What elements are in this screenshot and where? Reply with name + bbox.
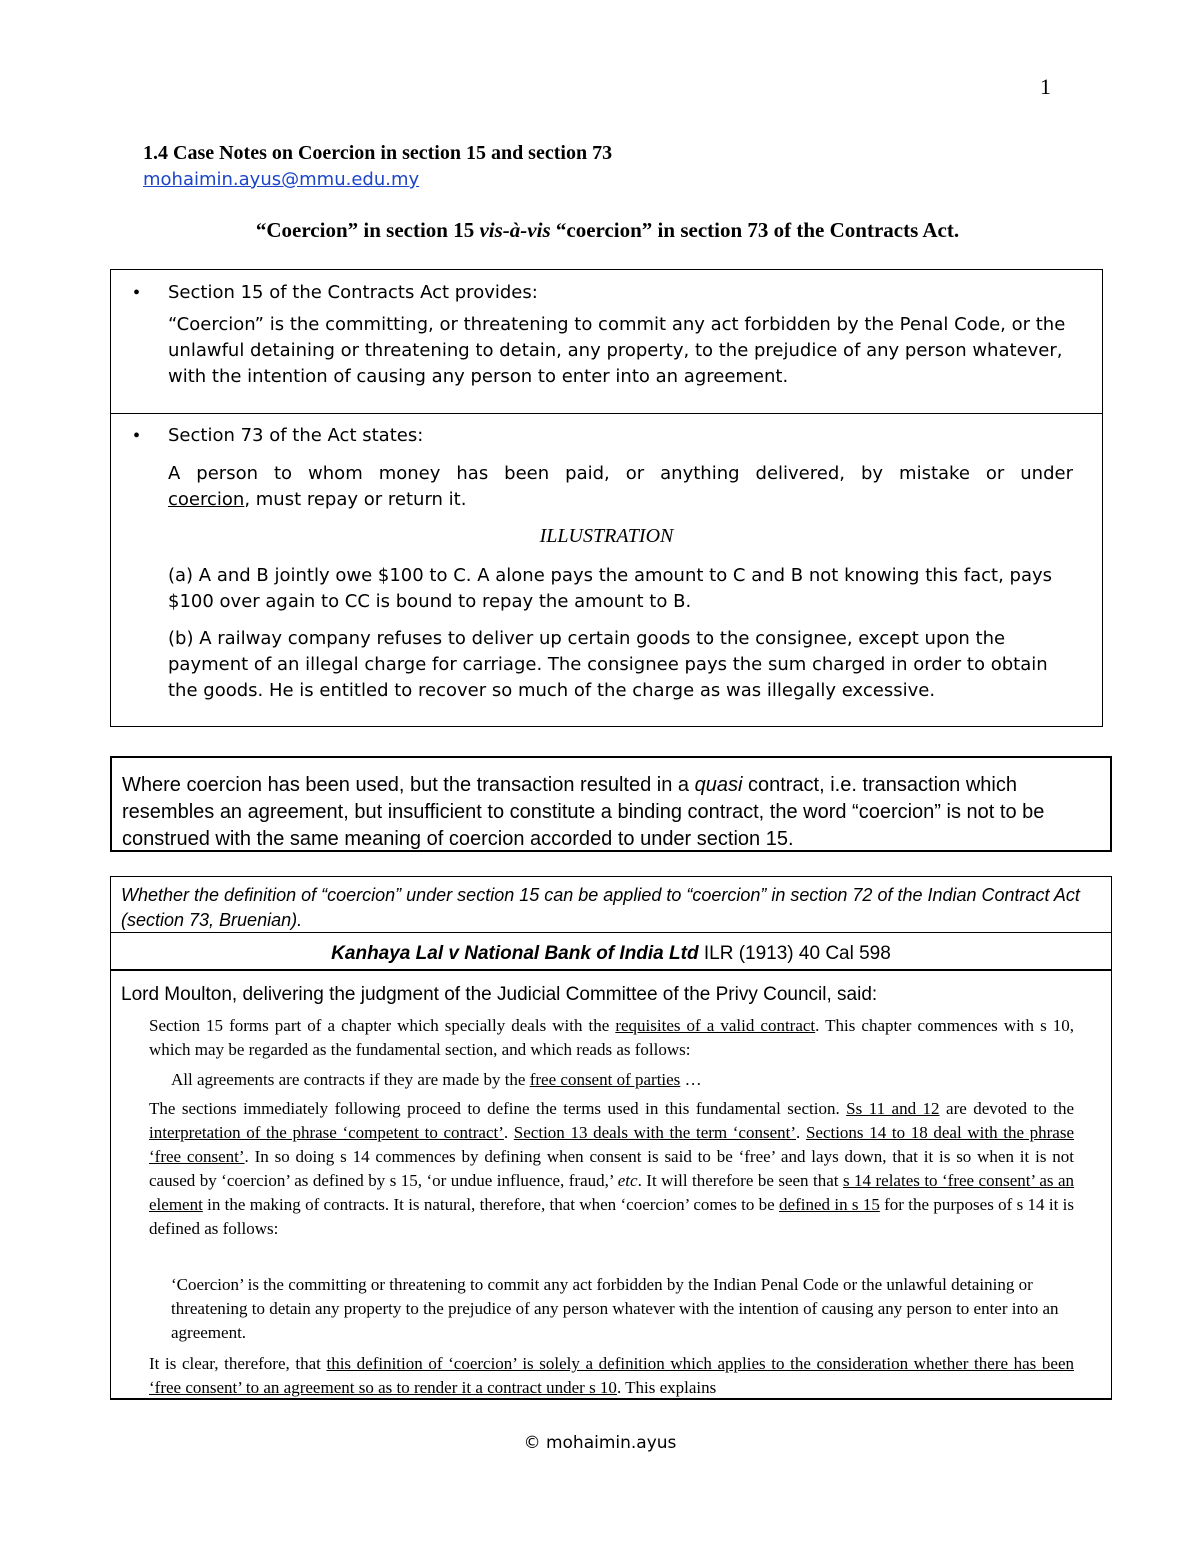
bullet-icon: • bbox=[133, 425, 141, 447]
illustration-b: (b) A railway company refuses to deliver up certain goods to the consignee, except upon the payment of an illegal charge for carriage. The consignee pays the sum charged in order to obtain the goods. He is entitled to recover so much of the charge as was illegally excessive. bbox=[168, 628, 1048, 701]
page-heading: 1.4 Case Notes on Coercion in section 15 and section 73 bbox=[143, 142, 613, 164]
author-email-link[interactable]: mohaimin.ayus@mmu.edu.my bbox=[143, 169, 420, 190]
bullet-icon: • bbox=[133, 282, 141, 304]
case-question: Whether the definition of “coercion” under section 15 can be applied to “coercion” in section 72 of the Indian Contract Act (section 73, Bruenian). bbox=[121, 885, 1080, 930]
section-15-quote: ‘Coercion’ is the committing or threatening to commit any act forbidden by the Indian Penal Code or the unlawful detaining or threatening to detain any property to the prejudice of any person whatever with the intention of causing any person to enter into an agreement. bbox=[171, 1275, 1059, 1342]
judgment-paragraph-2: The sections immediately following proceed to define the terms used in this fundamental section. Ss 11 and 12 are devoted to the interpretation of the phrase ‘competent to contract’. Section 13 deals with the term ‘consent’. Sections 14 to 18 deal with the phrase ‘free consent’. In so doing s 14 commences by defining when consent is said to be ‘free’ and lays down, that it is so when it is not caused by ‘coercion’ as defined by s 15, ‘or undue influence, fraud,’ etc. It will therefore be seen that s 14 relates to ‘free consent’ as an element in the making of contracts. It is natural, therefore, that when ‘coercion’ comes to be defined in s 15 for the purposes of s 14 it is defined as follows: bbox=[149, 1099, 1075, 1238]
illustration-a: (a) A and B jointly owe $100 to C. A alone pays the amount to C and B not knowing this fact, pays $100 over again to CC is bound to repay the amount to B. bbox=[168, 565, 1053, 612]
illustration-heading: ILLUSTRATION bbox=[539, 525, 674, 547]
section-73-line2: coercion, must repay or return it. bbox=[168, 489, 467, 510]
moulton-intro: Lord Moulton, delivering the judgment of the Judicial Committee of the Privy Council, said: bbox=[121, 984, 878, 1005]
section-15-text: “Coercion” is the committing, or threatening to commit any act forbidden by the Penal Code, or the unlawful detaining or threatening to detain, any property, to the prejudice of any person whatever, with the intention of causing any person to enter into an agreement. bbox=[168, 314, 1066, 387]
statutory-provisions-box bbox=[110, 269, 1103, 727]
section-15-intro: Section 15 of the Contracts Act provides: bbox=[168, 282, 538, 303]
quasi-contract-note-box bbox=[110, 756, 1112, 852]
case-citation: Kanhaya Lal v National Bank of India Ltd ILR (1913) 40 Cal 598 bbox=[331, 943, 891, 964]
section-10-quote: All agreements are contracts if they are made by the free consent of parties … bbox=[171, 1070, 702, 1089]
quasi-contract-note: Where coercion has been used, but the transaction resulted in a quasi contract, i.e. transaction which resembles an agreement, but insufficient to constitute a binding contract, the word “coercion” is not to be construed with the same meaning of coercion accorded to under section 15. bbox=[122, 774, 1045, 850]
section-73-line1: A person to whom money has been paid, or anything delivered, by mistake or under bbox=[168, 463, 1073, 484]
section-subtitle: “Coercion” in section 15 vis-à-vis “coercion” in section 73 of the Contracts Act. bbox=[255, 218, 960, 242]
page-number: 1 bbox=[1040, 74, 1051, 99]
box-divider bbox=[111, 932, 1111, 933]
box-divider bbox=[111, 413, 1102, 414]
section-73-intro: Section 73 of the Act states: bbox=[168, 425, 424, 446]
page-footer: © mohaimin.ayus bbox=[523, 1433, 677, 1453]
case-note-box bbox=[110, 876, 1112, 1400]
box-divider bbox=[111, 969, 1111, 971]
judgment-paragraph-1: Section 15 forms part of a chapter which specially deals with the requisites of a valid contract. This chapter commences with s 10, which may be regarded as the fundamental section, and which reads as follows: bbox=[149, 1016, 1074, 1059]
judgment-paragraph-3: It is clear, therefore, that this definition of ‘coercion’ is solely a definition which applies to the consideration whether there has been ‘free consent’ to an agreement so as to render it a contract under s 10. This explains bbox=[149, 1354, 1075, 1397]
